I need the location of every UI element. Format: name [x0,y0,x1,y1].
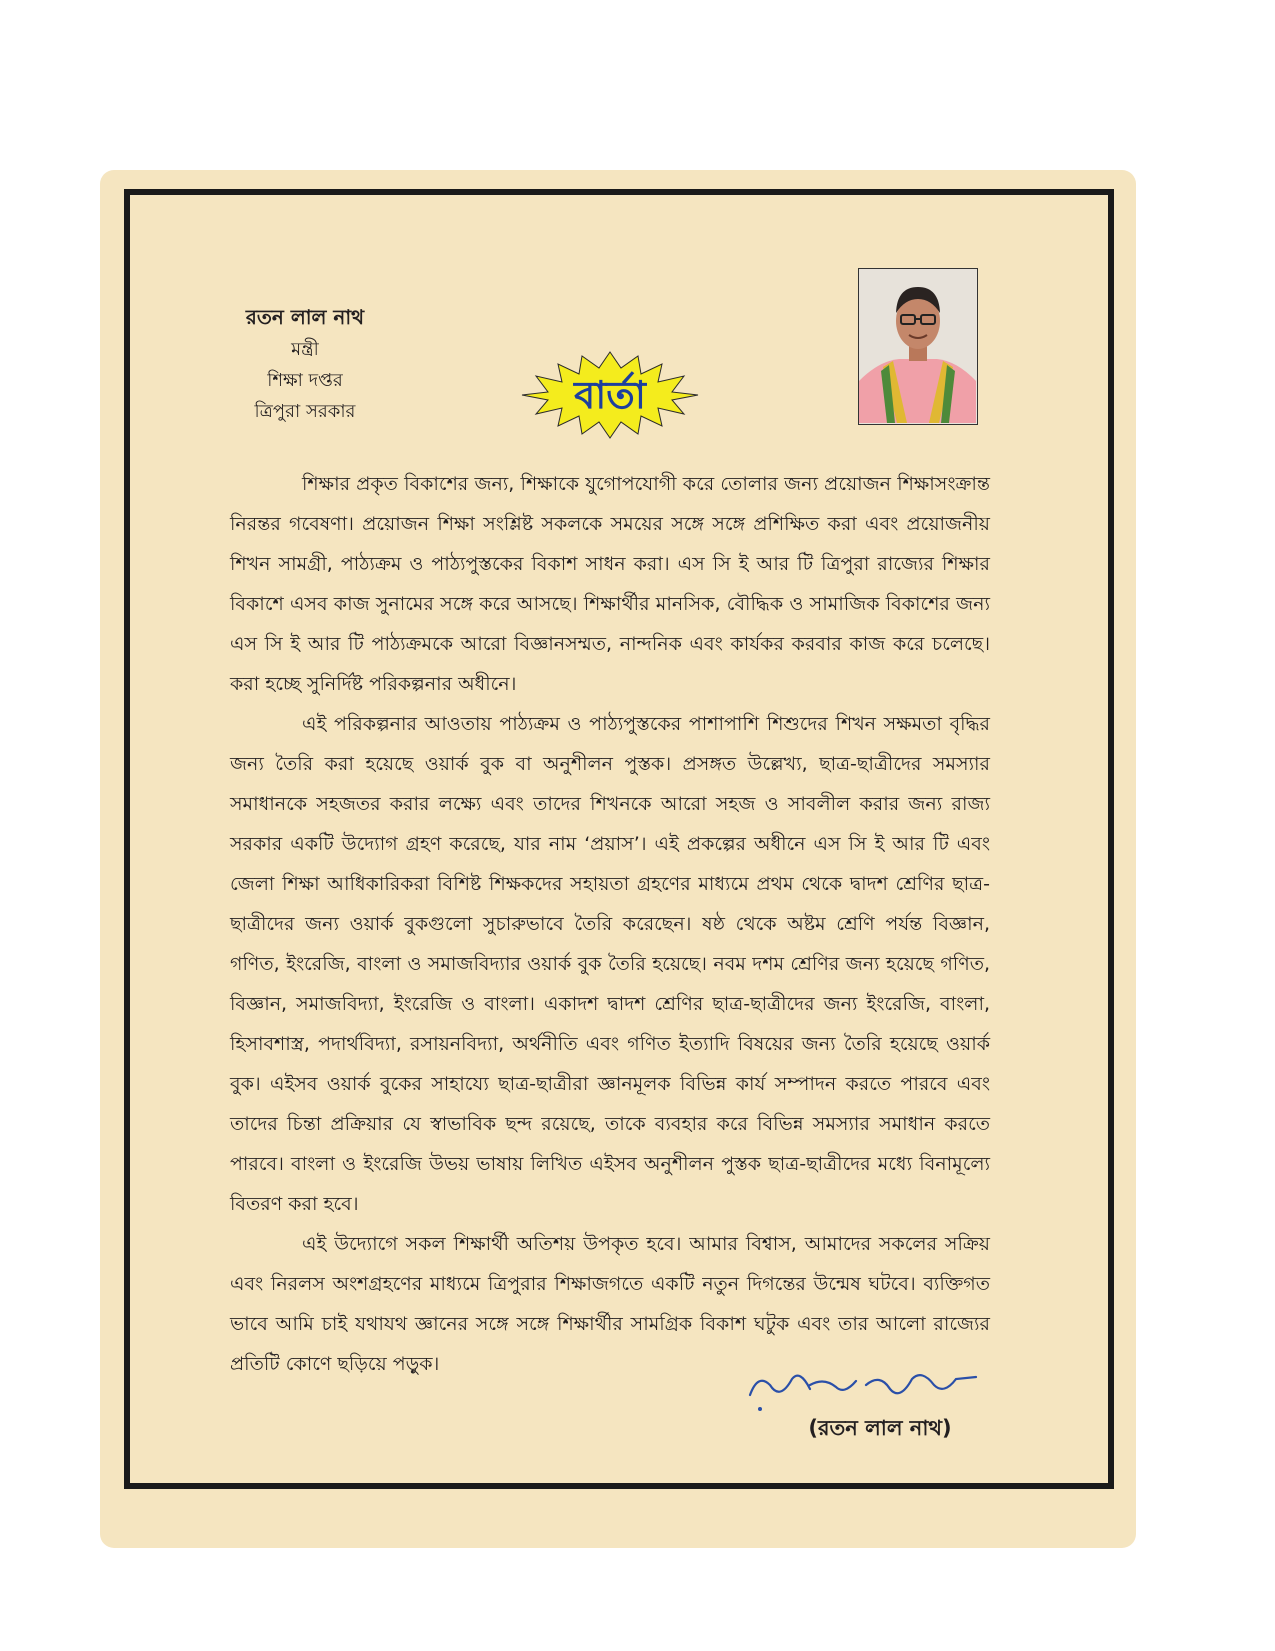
paragraph: এই উদ্যোগে সকল শিক্ষার্থী অতিশয় উপকৃত হবে। আমার বিশ্বাস, আমাদের সকলের সক্রিয় এবং নিরলস অংশগ্রহণের মাধ্যমে ত্রিপুরার শিক্ষাজগতে একটি নতুন দিগন্তের উন্মেষ ঘটবে। ব্যক্তিগত ভাবে আমি চাই যথাযথ জ্ঞানের সঙ্গে সঙ্গে শিক্ষার্থীর সামগ্রিক বিকাশ ঘটুক এবং তার আলো রাজ্যের প্রতিটি কোণে ছড়িয়ে পড়ুক। [230,1233,990,1375]
author-designation: মন্ত্রী [291,339,319,360]
portrait-photo [858,268,978,425]
author-name: রতন লাল নাথ [245,305,365,329]
paragraph: এই পরিকল্পনার আওতায় পাঠ্যক্রম ও পাঠ্যপুস্তকের পাশাপাশি শিশুদের শিখন সক্ষমতা বৃদ্ধির জন্য তৈরি করা হয়েছে ওয়ার্ক বুক বা অনুশীলন পুস্তক। প্রসঙ্গত উল্লেখ্য, ছাত্র-ছাত্রীদের সমস্যার সমাধানকে সহজতর করার লক্ষ্যে এবং তাদের শিখনকে আরো সহজ ও সাবলীল করার জন্য রাজ্য সরকার একটি উদ্যোগ গ্রহণ করেছে, যার নাম ‘প্রয়াস’। এই প্রকল্পের অধীনে এস সি ই আর টি এবং জেলা শিক্ষা আধিকারিকরা বিশিষ্ট শিক্ষকদের সহায়তা গ্রহণের মাধ্যমে প্রথম থেকে দ্বাদশ শ্রেণির ছাত্র-ছাত্রীদের জন্য ওয়ার্ক বুকগুলো সুচারুভাবে তৈরি করেছেন। ষষ্ঠ থেকে অষ্টম শ্রেণি পর্যন্ত বিজ্ঞান, গণিত, ইংরেজি, বাংলা ও সমাজবিদ্যার ওয়ার্ক বুক তৈরি হয়েছে। নবম দশম শ্রেণির জন্য হয়েছে গণিত, বিজ্ঞান, সমাজবিদ্যা, ইংরেজি ও বাংলা। একাদশ দ্বাদশ শ্রেণির ছাত্র-ছাত্রীদের জন্য ইংরেজি, বাংলা, হিসাবশাস্ত্র, পদার্থবিদ্যা, রসায়নবিদ্যা, অর্থনীতি এবং গণিত ইত্যাদি বিষয়ের জন্য তৈরি হয়েছে ওয়ার্ক বুক। এইসব ওয়ার্ক বুকের সাহায্যে ছাত্র-ছাত্রীরা জ্ঞানমূলক বিভিন্ন কার্য সম্পাদন করতে পারবে এবং তাদের চিন্তা প্রক্রিয়ার যে স্বাভাবিক ছন্দ রয়েছে, তাকে ব্যবহার করে বিভিন্ন সমস্যার সমাধান করতে পারবে। বাংলা ও ইংরেজি উভয় ভাষায় লিখিত এইসব অনুশীলন পুস্তক ছাত্র-ছাত্রীদের মধ্যে বিনামূল্যে বিতরণ করা হবে। [230,713,990,1215]
author-block [220,300,390,427]
author-government: ত্রিপুরা সরকার [254,401,356,422]
author-department: শিক্ষা দপ্তর [267,370,343,391]
heading-burst [520,350,700,440]
signatory-name: (রতন লাল নাথ) [808,1416,952,1440]
portrait-icon [859,269,976,423]
paragraph: শিক্ষার প্রকৃত বিকাশের জন্য, শিক্ষাকে যুগোপযোগী করে তোলার জন্য প্রয়োজন শিক্ষাসংক্রান্ত নিরন্তর গবেষণা। প্রয়োজন শিক্ষা সংশ্লিষ্ট সকলকে সময়ের সঙ্গে সঙ্গে প্রশিক্ষিত করা এবং প্রয়োজনীয় শিখন সামগ্রী, পাঠ্যক্রম ও পাঠ্যপুস্তকের বিকাশ সাধন করা। এস সি ই আর টি ত্রিপুরা রাজ্যের শিক্ষার বিকাশে এসব কাজ সুনামের সঙ্গে করে আসছে। শিক্ষার্থীর মানসিক, বৌদ্ধিক ও সামাজিক বিকাশের জন্য এস সি ই আর টি পাঠ্যক্রমকে আরো বিজ্ঞানসম্মত, নান্দনিক এবং কার্যকর করবার কাজ করে চলেছে। করা হচ্ছে সুনির্দিষ্ট পরিকল্পনার অধীনে। [230,473,990,695]
heading-text: বার্তা [574,373,646,417]
message-body [230,464,990,1384]
signature-stroke [750,1375,976,1395]
